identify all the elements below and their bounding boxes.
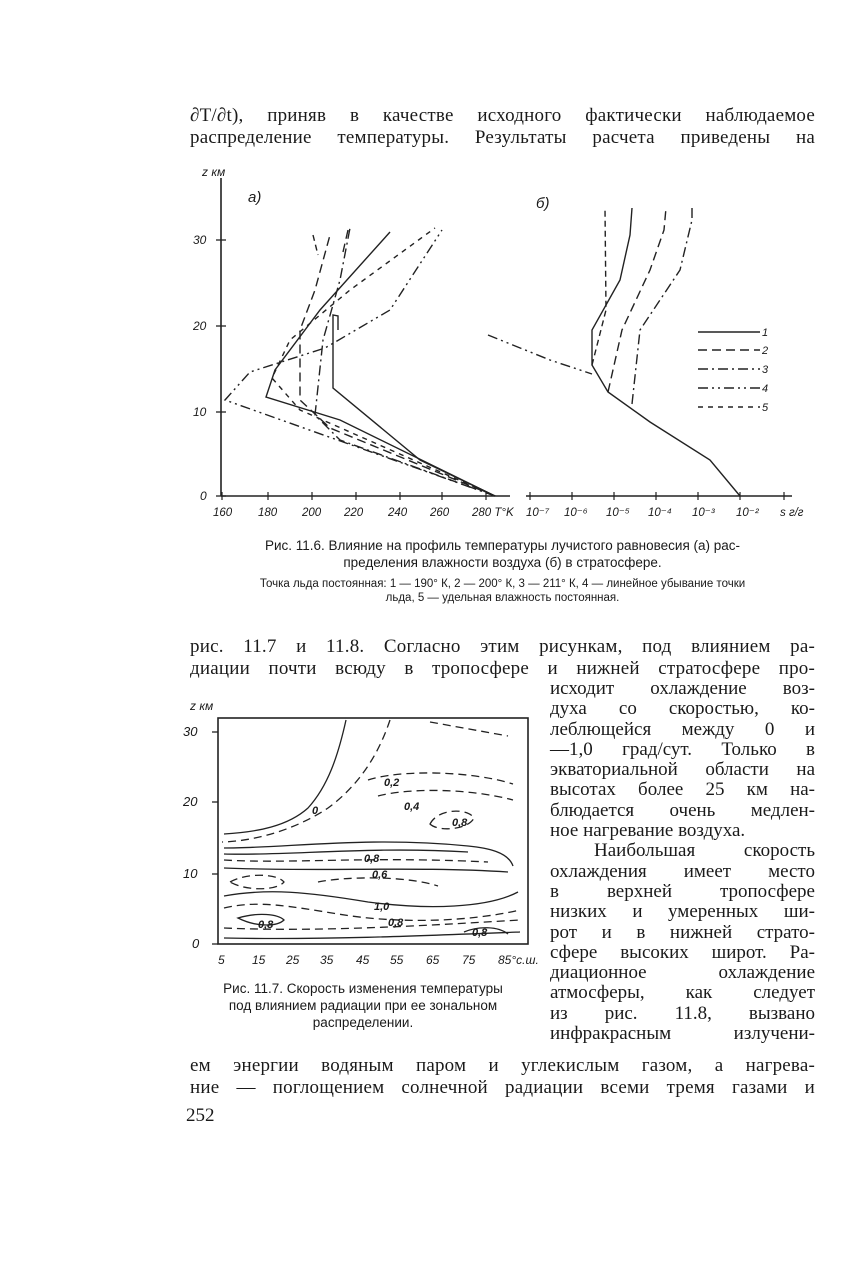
legend-label: 5 — [762, 402, 769, 414]
x-tick: 25 — [286, 953, 300, 967]
y-tick: 30 — [183, 724, 198, 739]
y-tick: 30 — [193, 233, 207, 247]
page-number: 252 — [186, 1105, 215, 1126]
text-line: диационное охлаждение — [550, 962, 815, 984]
legend-label: 3 — [762, 364, 769, 376]
y-tick: 0 — [200, 489, 207, 503]
y-tick: 10 — [193, 405, 207, 419]
x-tick: 5 — [218, 953, 225, 967]
text-line: духа со скоростью, ко- — [550, 698, 815, 720]
x-tick: 10⁻⁷ — [526, 507, 550, 519]
x-tick: 240 — [388, 507, 408, 519]
text-line: ∂T/∂t), приняв в качестве исходного фактически наблюдаемое — [190, 105, 815, 126]
x-tick: 75 — [462, 953, 476, 967]
text-line: Наибольшая скорость — [594, 840, 815, 862]
x-tick: 10⁻⁶ — [564, 507, 588, 519]
x-tick: 10⁻³ — [692, 507, 715, 519]
text-line: распределение температуры. Результаты расчета приведены на — [190, 127, 815, 148]
contour-label: 0,6 — [372, 869, 388, 881]
figure-note: льда, 5 — удельная влажность постоянная. — [385, 592, 620, 604]
contour-label: 0,2 — [384, 777, 400, 789]
x-tick: 160 — [213, 507, 233, 519]
text-line: ем энергии водяным паром и углекислым газом, а нагрева- — [190, 1055, 815, 1076]
figure-caption: Рис. 11.6. Влияние на профиль температуры лучистого равновесия (а) рас- — [264, 538, 741, 553]
x-tick: 10⁻⁴ — [648, 507, 672, 519]
contour-label: 0,8 — [258, 919, 274, 931]
legend-label: 1 — [762, 327, 769, 339]
text-line: диации почти всюду в тропосфере и нижней стратосфере про- — [190, 658, 815, 679]
y-axis-label: z км — [190, 699, 214, 713]
x-tick: 15 — [252, 953, 266, 967]
figure-caption: пределения влажности воздуха (б) в стратосфере. — [343, 555, 662, 570]
legend — [698, 332, 760, 407]
text-line: ное нагревание воздуха. — [550, 820, 746, 842]
x-tick: s г/г — [780, 507, 804, 519]
x-tick: 280 T°K — [472, 507, 514, 519]
contour-lines — [222, 720, 520, 939]
x-tick: 10⁻⁵ — [606, 507, 630, 519]
text-line: инфракрасным излучени- — [550, 1023, 815, 1045]
panel-label-b: б) — [536, 195, 550, 212]
side-column-text — [550, 679, 815, 1044]
y-tick: 20 — [183, 794, 198, 809]
contour-label: 1,0 — [374, 901, 390, 913]
text-line: ние — поглощением солнечной радиации всеми тремя газами и — [190, 1077, 815, 1098]
text-line: рот и в нижней страто- — [550, 921, 815, 943]
contour-label: 0,8 — [388, 917, 404, 929]
contour-label: 0,4 — [404, 801, 420, 813]
figure-11-6 — [180, 160, 820, 530]
figure-caption: распределении. — [312, 1015, 414, 1030]
contour-label: 0,8 — [452, 817, 468, 829]
x-tick: 180 — [258, 507, 278, 519]
text-line: блюдается очень медлен- — [550, 799, 815, 821]
figure-caption: под влиянием радиации при ее зональном — [228, 998, 498, 1013]
x-tick: 45 — [356, 953, 370, 967]
text-line: сфере высоких широт. Ра- — [550, 941, 815, 963]
x-tick: 220 — [344, 507, 364, 519]
x-tick: 10⁻² — [736, 507, 759, 519]
legend-label: 4 — [762, 383, 769, 395]
text-line: —1,0 град/сут. Только в — [550, 738, 815, 760]
text-line: рис. 11.7 и 11.8. Согласно этим рисункам, под влиянием ра- — [190, 636, 815, 657]
text-line: исходит охлаждение воз- — [550, 678, 815, 699]
y-tick: 10 — [183, 866, 198, 881]
contour-label: 0 — [312, 805, 319, 817]
y-tick: 20 — [193, 319, 207, 333]
figure-note: Точка льда постоянная: 1 — 190° К, 2 — 200° К, 3 — 211° К, 4 — линейное убывание точки — [259, 578, 746, 590]
legend-label: 2 — [762, 345, 769, 357]
text-line: экваториальной области на — [550, 759, 815, 781]
x-tick: 85°с.ш. — [498, 953, 539, 967]
profile-curves-b — [488, 208, 740, 496]
text-line: низких и умеренных ши- — [550, 901, 815, 923]
x-tick: 65 — [426, 953, 440, 967]
y-axis-label: z км — [202, 165, 226, 179]
text-line: высотах более 25 км на- — [550, 779, 815, 801]
text-line: атмосферы, как следует — [550, 982, 815, 1004]
profile-curves-a — [225, 228, 495, 496]
x-tick: 55 — [390, 953, 404, 967]
contour-label: 0,8 — [364, 853, 380, 865]
x-tick: 260 — [430, 507, 450, 519]
text-line: в верхней тропосфере — [550, 880, 815, 902]
panel-label-a: а) — [248, 189, 262, 206]
y-tick: 0 — [192, 936, 200, 951]
text-line: из рис. 11.8, вызвано — [550, 1002, 815, 1024]
figure-11-7 — [168, 696, 548, 972]
x-tick: 200 — [302, 507, 322, 519]
contour-label: 0,8 — [472, 927, 488, 939]
text-line: леблющейся между 0 и — [550, 718, 815, 740]
text-line: охлаждения имеет место — [550, 860, 815, 882]
figure-caption: Рис. 11.7. Скорость изменения температуры — [223, 981, 503, 996]
x-tick: 35 — [320, 953, 334, 967]
